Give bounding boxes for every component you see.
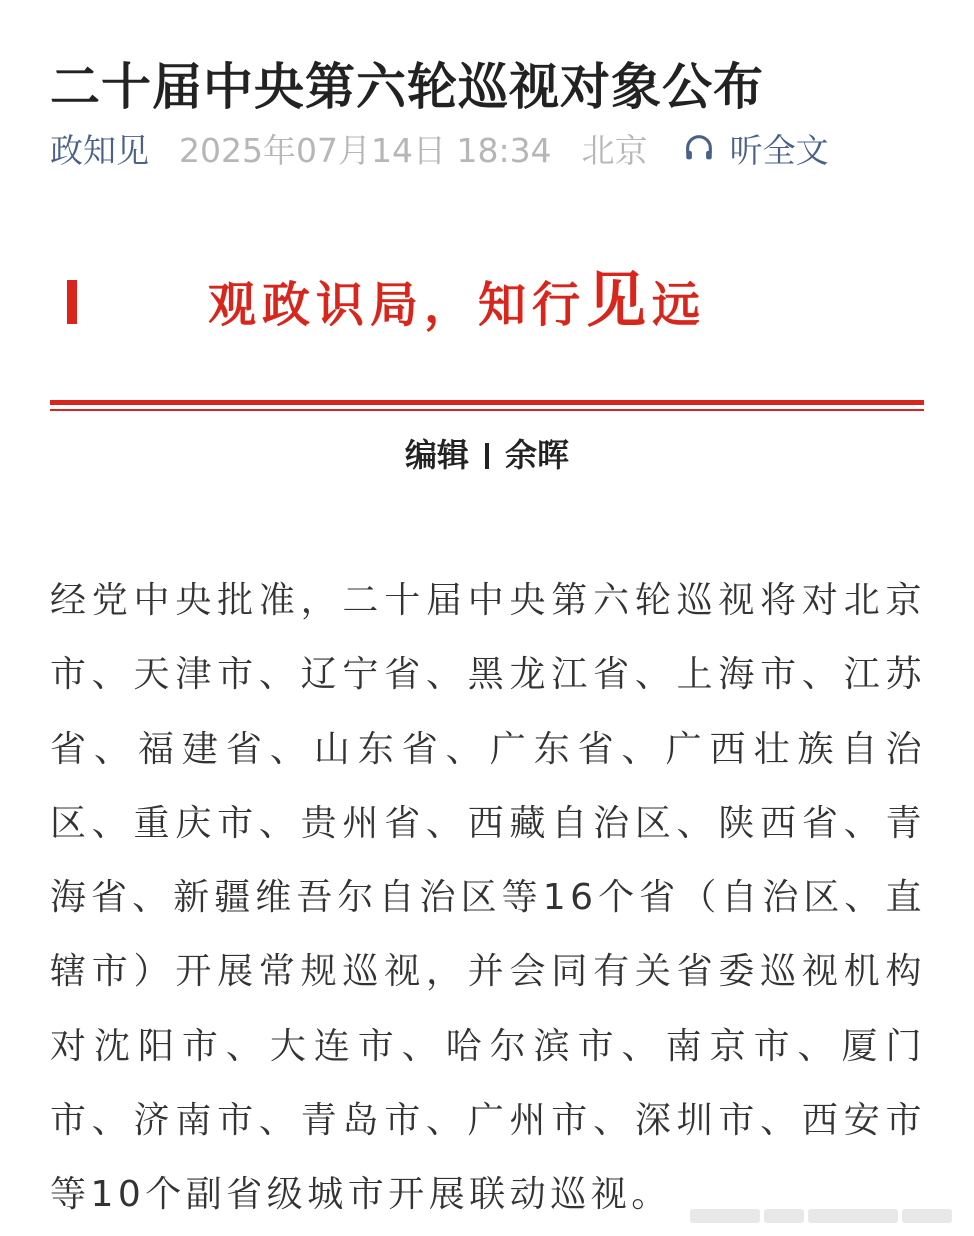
image-watermark xyxy=(690,1205,960,1227)
slogan-text-end: 远 xyxy=(652,277,707,333)
editor-label: 编辑 xyxy=(404,436,469,474)
slogan-text-emphasis: 见 xyxy=(586,266,653,336)
publish-location: 北京 xyxy=(581,130,648,170)
source-account-link[interactable]: 政知见 xyxy=(50,130,149,170)
article-paragraph: 经党中央批准，二十届中央第六轮巡视将对北京市、天津市、辽宁省、黑龙江省、上海市、江苏省、福建省、山东省、广东省、广西壮族自治区、重庆市、贵州省、西藏自治区、陕西省、青海省、新疆维吾尔自治区等16个省（自治区、直辖市）开展常规巡视，并会同有关省委巡视机构对沈阳市、大连市、哈尔滨市、南京市、厦门市、济南市、青岛市、广州市、深圳市、西安市等10个副省级城市开展联动巡视。 xyxy=(50,580,926,1216)
red-divider-thick xyxy=(50,400,924,405)
slogan-text-start: 观政识局，知行 xyxy=(208,277,587,333)
editor-credit xyxy=(0,430,974,480)
publish-date: 2025年07月14日 18:34 xyxy=(179,130,552,170)
editor-name: 余晖 xyxy=(505,436,570,474)
banner-slogan xyxy=(208,266,707,336)
editor-separator xyxy=(485,443,489,469)
red-divider-thin xyxy=(50,409,924,411)
banner-accent-bar xyxy=(67,280,77,324)
slogan-banner xyxy=(50,262,924,352)
article-meta xyxy=(50,126,829,170)
listen-full-text-button[interactable] xyxy=(682,125,829,172)
article-title: 二十届中央第六轮巡视对象公布 xyxy=(50,57,764,116)
listen-label: 听全文 xyxy=(729,130,829,170)
headphones-icon xyxy=(682,131,716,165)
